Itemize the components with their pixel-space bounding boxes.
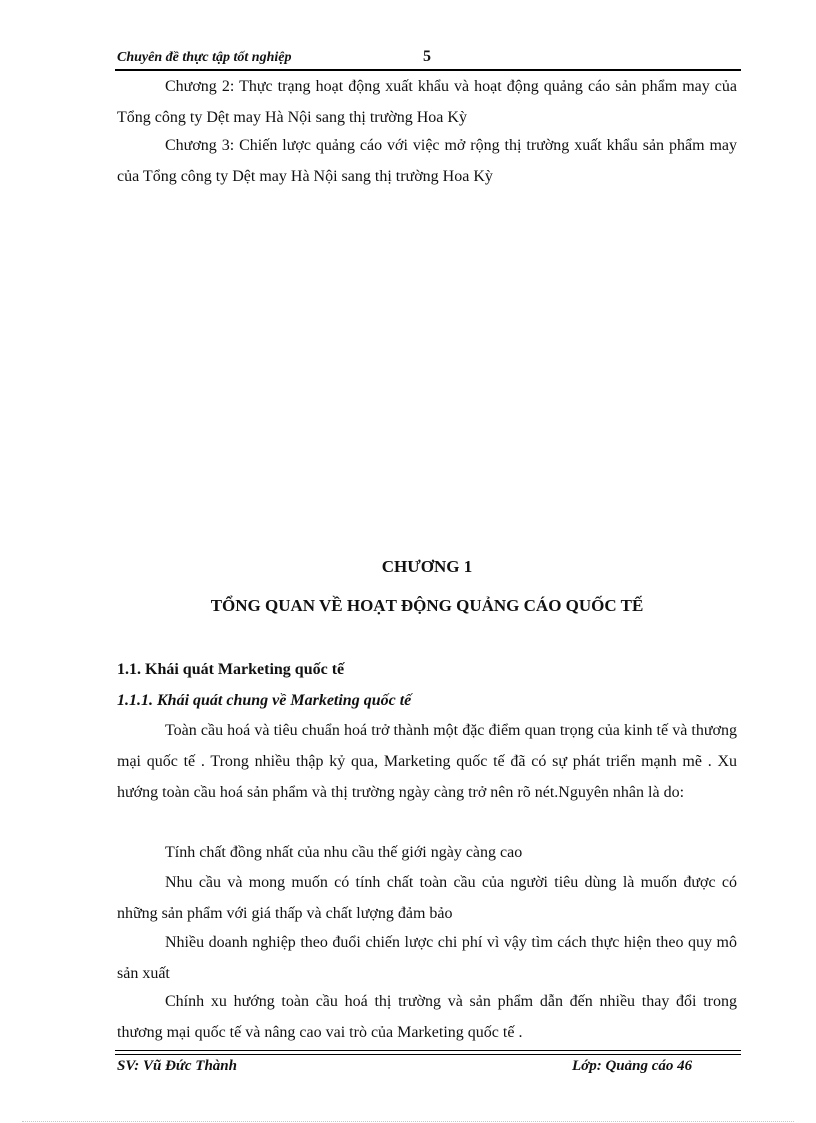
body-paragraph: Nhiều doanh nghiệp theo đuổi chiến lược chi phí vì vậy tìm cách thực hiện theo quy mô sản xuất	[117, 934, 737, 982]
intro-paragraph-chuong-2: Chương 2: Thực trạng hoạt động xuất khẩu và hoạt động quảng cáo sản phẩm may của Tổng công ty Dệt may Hà Nội sang thị trường Hoa Kỳ	[117, 78, 737, 126]
subsection-heading: 1.1.1. Khái quát chung về Marketing quốc tế	[117, 692, 412, 709]
footer-student: SV: Vũ Đức Thành	[117, 1058, 237, 1074]
body-paragraph: Tính chất đồng nhất của nhu cầu thế giới ngày càng cao	[165, 844, 523, 861]
page-edge	[22, 1121, 794, 1122]
header-title: Chuyên đề thực tập tốt nghiệp	[117, 50, 292, 65]
page-number: 5	[423, 48, 431, 65]
footer-rule-bottom	[115, 1054, 741, 1055]
body-paragraph: Chính xu hướng toàn cầu hoá thị trường và sản phẩm dẫn đến nhiều thay đổi trong thương mại quốc tế và nâng cao vai trò của Marketing quốc tế .	[117, 993, 737, 1041]
chapter-title: TỔNG QUAN VỀ HOẠT ĐỘNG QUẢNG CÁO QUỐC TẾ	[210, 596, 644, 615]
section-heading: 1.1. Khái quát Marketing quốc tế	[117, 661, 345, 678]
body-paragraph: Nhu cầu và mong muốn có tính chất toàn cầu của người tiêu dùng là muốn được có những sản phẩm với giá thấp và chất lượng đảm bảo	[117, 874, 737, 922]
footer-class: Lớp: Quảng cáo 46	[572, 1058, 693, 1074]
body-paragraph: Toàn cầu hoá và tiêu chuẩn hoá trở thành một đặc điểm quan trọng của kinh tế và thương mại quốc tế . Trong nhiều thập kỷ qua, Marketing quốc tế đã có sự phát triển mạnh mẽ . Xu hướng toàn cầu hoá sản phẩm và thị trường ngày càng trở nên rõ nét.Nguyên nhân là do:	[117, 722, 737, 801]
chapter-number: CHƯƠNG 1	[381, 557, 473, 576]
footer-rule-top	[115, 1050, 741, 1051]
intro-paragraph-chuong-3: Chương 3: Chiến lược quảng cáo với việc mở rộng thị trường xuất khẩu sản phẩm may của Tổng công ty Dệt may Hà Nội sang thị trường Hoa Kỳ	[117, 137, 737, 185]
